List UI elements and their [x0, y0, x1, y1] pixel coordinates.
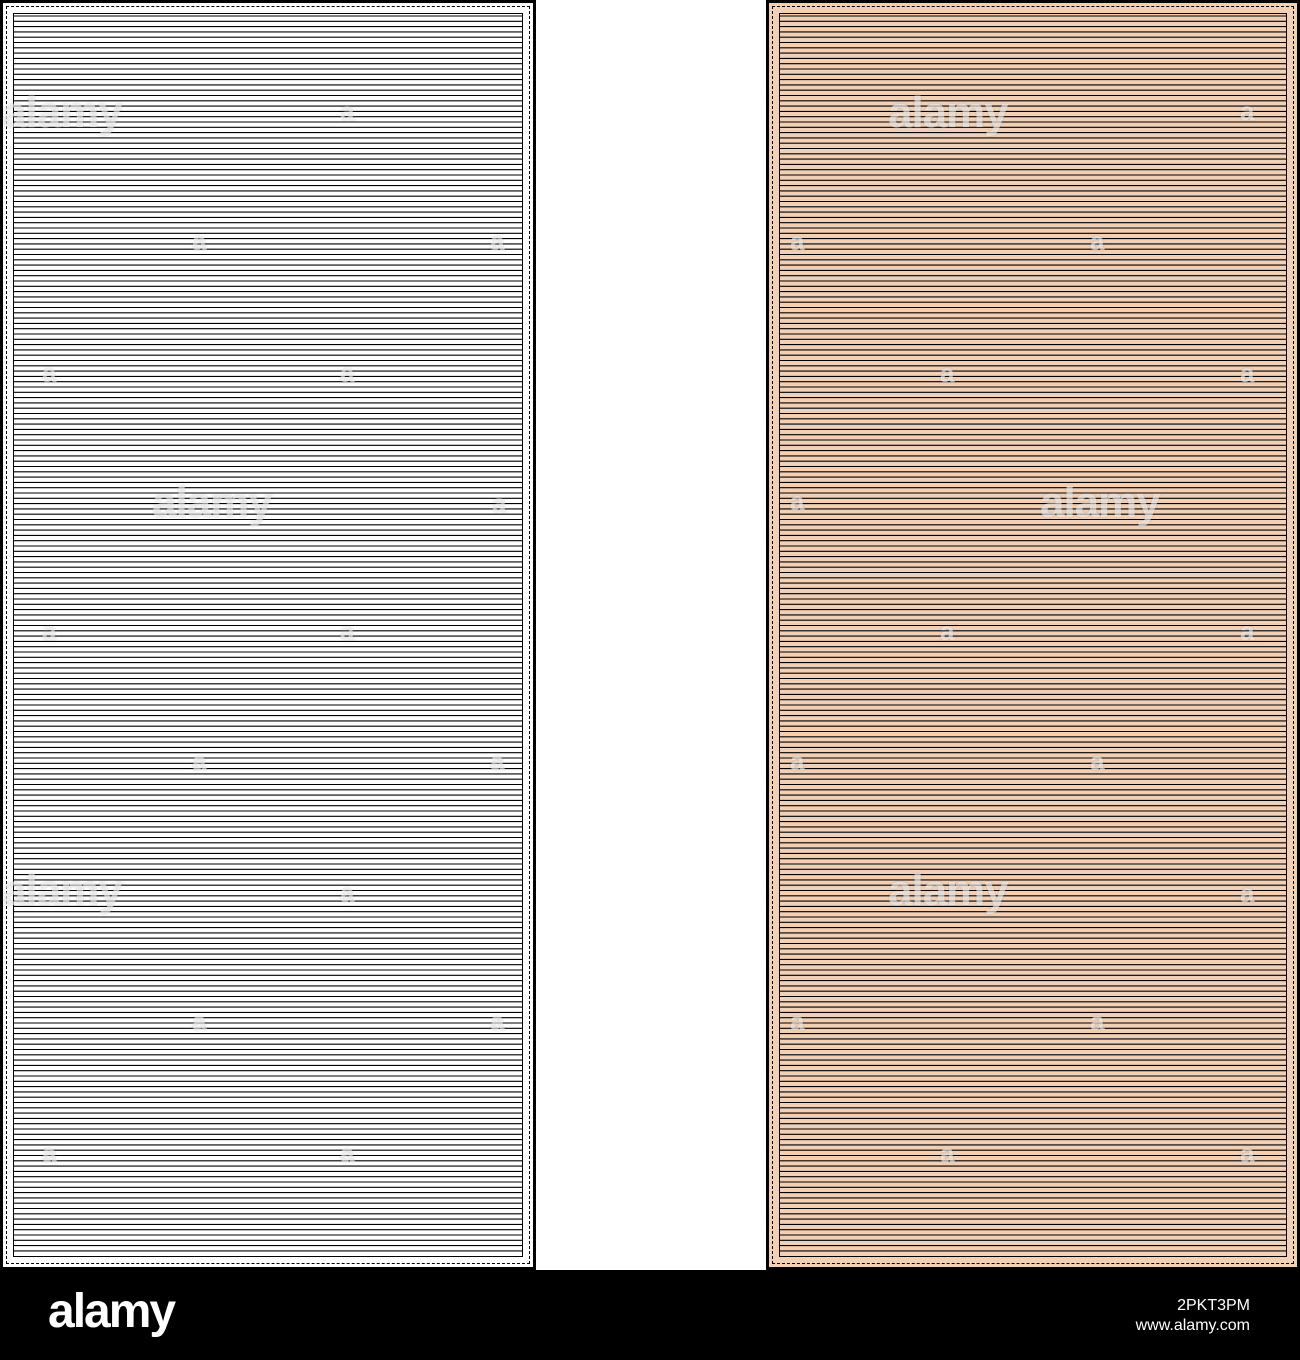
watermark-letter: a	[940, 1138, 955, 1168]
watermark-letter: a	[1090, 746, 1105, 776]
watermark-letter: a	[340, 878, 355, 908]
watermark-letter: a	[192, 1006, 207, 1036]
watermark-letter: a	[1240, 358, 1255, 388]
watermark-letter: a	[192, 226, 207, 256]
footer-brand-logo: alamy	[48, 1285, 175, 1338]
watermark-logo: alamy	[2, 866, 122, 915]
watermark-logo: alamy	[1040, 478, 1160, 527]
watermark-letter: a	[340, 358, 355, 388]
horizontal-stripes-right	[780, 14, 1286, 1256]
watermark-letter: a	[790, 1006, 805, 1036]
watermark-letter: a	[492, 488, 507, 518]
watermark-letter: a	[340, 96, 355, 126]
watermark-letter: a	[790, 226, 805, 256]
watermark-letter: a	[490, 226, 505, 256]
watermark-letter: a	[1090, 226, 1105, 256]
footer-image-info	[1136, 1296, 1250, 1336]
watermark-letter: a	[490, 1006, 505, 1036]
watermark-letter: a	[1240, 878, 1255, 908]
watermark-logo: alamy	[888, 866, 1008, 915]
watermark-logo: alamy	[152, 478, 272, 527]
watermark-letter: a	[790, 746, 805, 776]
watermark-letter: a	[940, 358, 955, 388]
watermark-letter: a	[192, 746, 207, 776]
horizontal-stripes-left	[14, 14, 522, 1256]
watermark-letter: a	[1240, 616, 1255, 646]
watermark-letter: a	[42, 616, 57, 646]
watermark-letter: a	[340, 1138, 355, 1168]
watermark-letter: a	[1240, 1138, 1255, 1168]
watermark-logo: alamy	[2, 88, 122, 137]
footer-image-id: 2PKT3PM	[1177, 1297, 1250, 1314]
footer-site: www.alamy.com	[1135, 1317, 1250, 1334]
watermark-letter: a	[940, 616, 955, 646]
watermark-letter: a	[340, 616, 355, 646]
striped-panel-left	[0, 0, 536, 1270]
watermark-letter: a	[1090, 1006, 1105, 1036]
watermark-logo: alamy	[888, 88, 1008, 137]
watermark-letter: a	[42, 1138, 57, 1168]
watermark-letter: a	[42, 358, 57, 388]
stock-footer-bar	[0, 1270, 1300, 1360]
watermark-letter: a	[490, 746, 505, 776]
watermark-letter: a	[790, 486, 805, 516]
striped-panel-right	[766, 0, 1300, 1270]
watermark-letter: a	[1240, 96, 1255, 126]
